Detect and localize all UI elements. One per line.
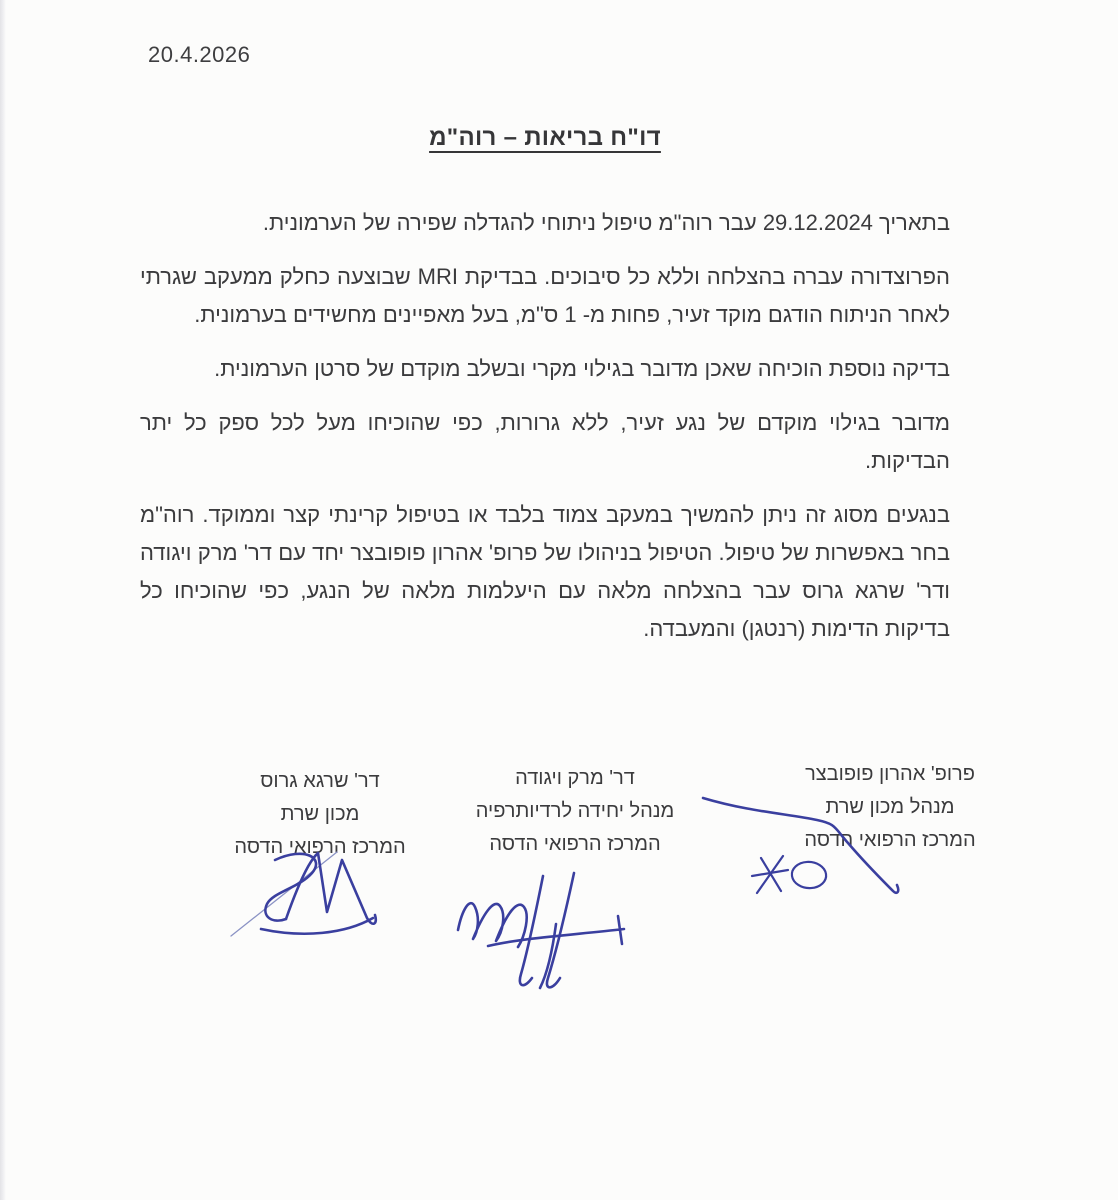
paragraph: בנגעים מסוג זה ניתן להמשיך במעקב צמוד בלבד או בטיפול קרינתי קצר וממוקד. רוה"מ בחר באפשרות של טיפול. הטיפול בניהולו של פרופ' אהרון פופובצר יחד עם דר' מרק ויגודה ודר' שרגא גרוס עבר בהצלחה מלאה עם היעלמות מלאה של הנגע, כפי שהוכיחו כל בדיקות הדימות (רנטגן) והמעבדה. [140, 502, 950, 641]
signatory-block-popovtzer [740, 758, 1040, 857]
signatory-role: מנהל מכון שרת [825, 796, 955, 818]
signatory-block-gross [170, 765, 470, 864]
signatory-organization: המרכז הרפואי הדסה [234, 836, 406, 858]
signatory-block-vigoda [425, 762, 725, 861]
signatory-name: דר' מרק ויגודה [515, 767, 635, 789]
signatory-role: מכון שרת [280, 803, 360, 825]
paragraph: מדובר בגילוי מוקדם של נגע זעיר, ללא גרורות, כפי שהוכיחו מעל לכל ספק כל יתר הבדיקות. [140, 410, 950, 473]
paragraph: הפרוצדורה עברה בהצלחה וללא כל סיבוכים. בבדיקת MRI שבוצעה כחלק ממעקב שגרתי לאחר הניתוח הודגם מוקד זעיר, פחות מ- 1 ס"מ, בעל מאפיינים מחשידים בערמונית. [140, 264, 950, 327]
signatory-name: פרופ' אהרון פופובצר [805, 763, 975, 785]
scan-edge-shadow [0, 0, 6, 1200]
signatory-role: מנהל יחידה לרדיותרפיה [475, 800, 675, 822]
document-date: 20.4.2026 [148, 42, 251, 67]
signatory-organization: המרכז הרפואי הדסה [489, 833, 661, 855]
signatory-organization: המרכז הרפואי הדסה [804, 829, 976, 851]
signature-vigoda-ink [450, 866, 635, 994]
signatory-name: דר' שרגא גרוס [260, 770, 380, 792]
paragraph: בתאריך 29.12.2024 עבר רוה"מ טיפול ניתוחי להגדלה שפירה של הערמונית. [262, 210, 950, 235]
paragraph: בדיקה נוספת הוכיחה שאכן מדובר בגילוי מקרי ובשלב מוקדם של סרטן הערמונית. [214, 356, 950, 381]
document-title: דו"ח בריאות – רוה"מ [429, 124, 661, 151]
document-body [140, 204, 950, 664]
